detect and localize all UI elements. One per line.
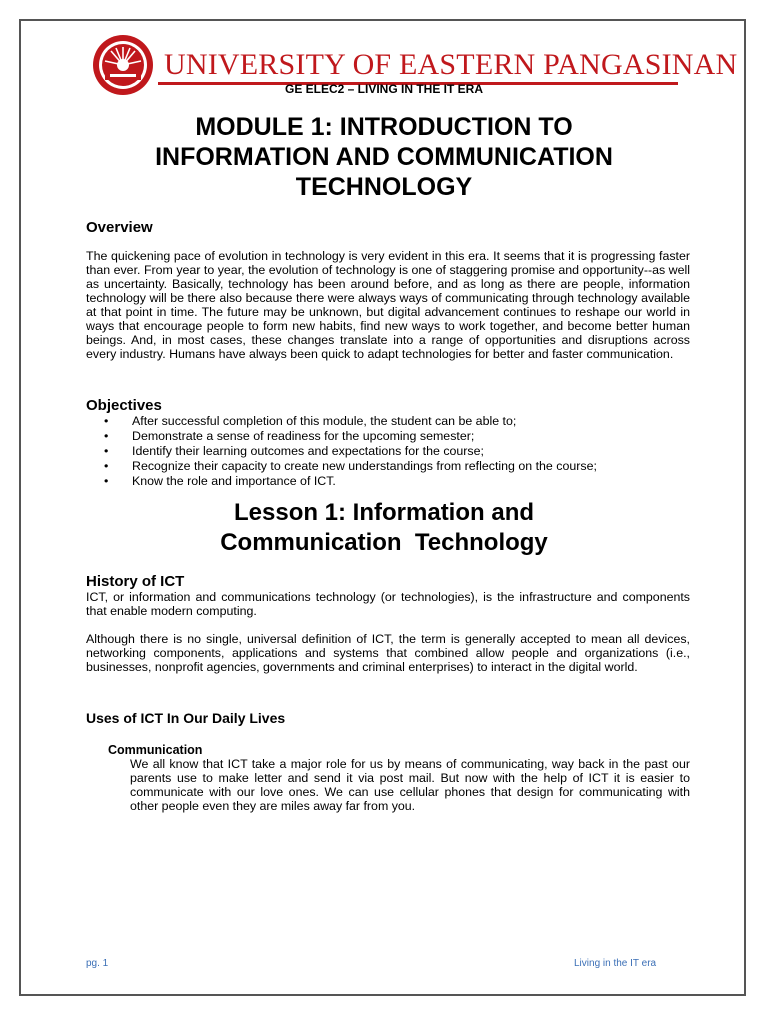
course-title: GE ELEC2 – LIVING IN THE IT ERA [284,82,484,96]
list-item: • Recognize their capacity to create new understandings from reflecting on the course; [104,459,597,473]
overview-heading: Overview [86,219,153,236]
history-heading: History of ICT [86,573,185,590]
communication-heading: Communication [108,743,203,757]
module-title-line-3: TECHNOLOGY [295,173,473,201]
lesson-title-line-1: Lesson 1: Information and [233,499,535,526]
university-name: UNIVERSITY OF EASTERN PANGASINAN [164,48,738,81]
list-item: • Identify their learning outcomes and expectations for the course; [104,444,484,458]
objectives-heading: Objectives [86,397,162,414]
footer-title: Living in the IT era [574,958,657,969]
uses-heading: Uses of ICT In Our Daily Lives [86,710,286,726]
lesson-title [120,498,648,558]
list-item: • Know the role and importance of ICT. [104,474,336,488]
module-title [60,112,708,202]
communication-text: We all know that ICT take a major role for us by means of communicating, way back in the past our parents use to make letter and send it via post mail. But now with the help of ICT it is easier to communicate with our love ones. We can use cellular phones that design for communicating with other people even they are miles away far from you. [130,757,690,813]
list-item: • Demonstrate a sense of readiness for the upcoming semester; [104,429,475,443]
overview-text: The quickening pace of evolution in technology is very evident in this era. It seems that it is progressing faster than ever. From year to year, the evolution of technology is one of staggering promise and opportunity--as well as uncertainty. Basically, technology has been around before, and as long as there are people, information technology will be there also because there were always ways of communicating through technology available at that point in time. The future may be unknown, but digital advancement continues to reshape our world in ways that encourage people to form new habits, find new ways to work together, and become better human beings. And, in most cases, these changes translate into a range of opportunities and disruptions across every industry. Humans have always been quick to adapt technologies for better and faster communication. [86,249,690,361]
history-paragraph-1: ICT, or information and communications technology (or technologies), is the infrastructure and components that enable modern computing. [86,590,690,618]
module-title-line-2: INFORMATION AND COMMUNICATION [155,143,613,171]
list-item: • After successful completion of this module, the student can be able to; [104,414,517,428]
module-title-line-1: MODULE 1: INTRODUCTION TO [195,113,573,141]
lesson-title-line-2: Communication Technology [220,529,548,556]
objectives-list [104,414,597,489]
history-paragraph-2: Although there is no single, universal definition of ICT, the term is generally accepted to mean all devices, networking components, applications and systems that combined allow people and organizations (i.e., businesses, nonprofit agencies, governments and criminal enterprises) to interact in the digital world. [86,632,690,674]
footer-page-number: pg. 1 [86,958,109,969]
